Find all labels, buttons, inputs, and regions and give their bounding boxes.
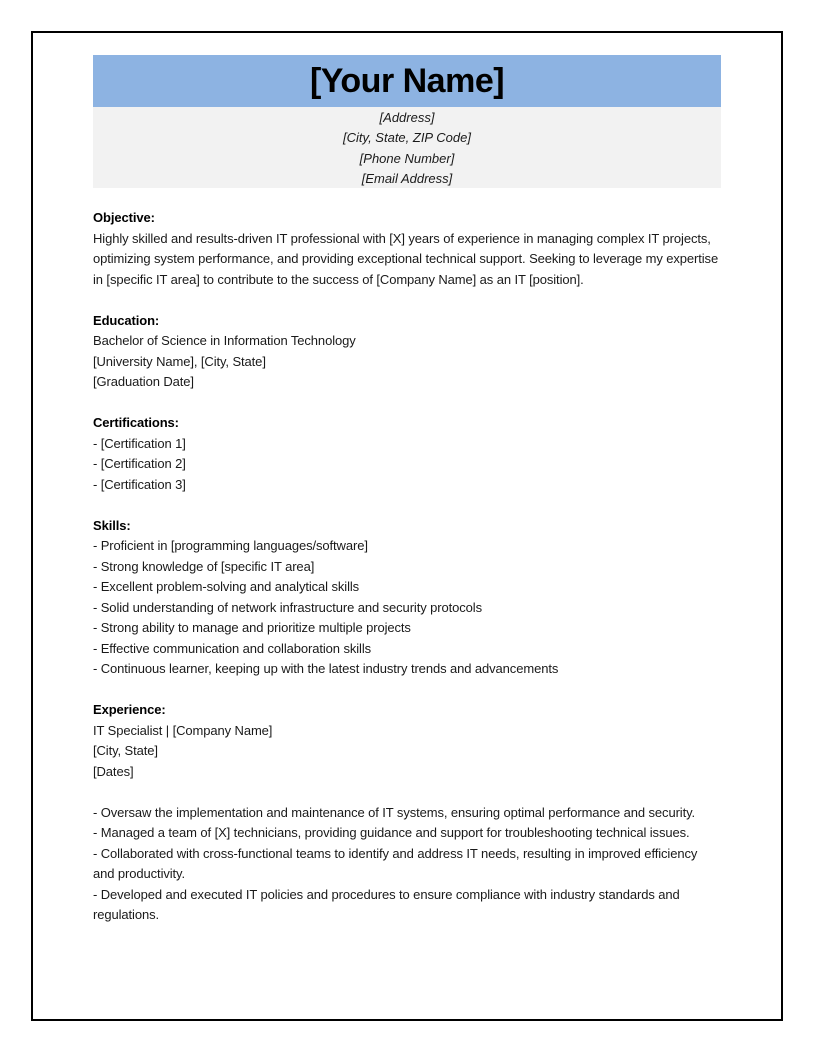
experience-heading: Experience:: [93, 702, 166, 717]
experience-dates: [Dates]: [93, 763, 134, 779]
experience-job-title: IT Specialist | [Company Name]: [93, 722, 273, 738]
experience-bullet: - Managed a team of [X] technicians, providing guidance and support for troubleshooting technical issues.: [93, 825, 690, 840]
skill-item: - Solid understanding of network infrastructure and security protocols: [93, 599, 482, 615]
skill-item: - Continuous learner, keeping up with the latest industry trends and advancements: [93, 661, 559, 676]
contact-line-email: [Email Address]: [361, 170, 453, 186]
contact-line-phone: [Phone Number]: [359, 150, 455, 166]
section-skills: [93, 516, 721, 680]
education-university: [University Name], [City, State]: [93, 353, 266, 369]
skill-item: - Strong knowledge of [specific IT area]: [93, 558, 315, 574]
skill-item: - Proficient in [programming languages/software]: [93, 538, 368, 553]
experience-bullet: - Developed and executed IT policies and procedures to ensure compliance with industry standards and regulations.: [93, 886, 680, 922]
certification-item: - [Certification 1]: [93, 435, 186, 451]
skill-item: - Excellent problem-solving and analytical skills: [93, 579, 360, 594]
contact-line-city-state-zip: [City, State, ZIP Code]: [343, 130, 471, 146]
name-banner: [93, 55, 721, 107]
section-education: [93, 311, 721, 393]
certification-item: - [Certification 3]: [93, 476, 186, 492]
resume-page: [31, 31, 783, 1021]
objective-heading: Objective:: [93, 210, 155, 225]
certifications-heading: Certifications:: [93, 415, 179, 430]
contact-block: [93, 107, 721, 188]
experience-location: [City, State]: [93, 743, 158, 758]
skills-heading: Skills:: [93, 517, 131, 533]
skill-item: - Strong ability to manage and prioritize multiple projects: [93, 620, 411, 635]
section-experience: [93, 700, 721, 926]
section-certifications: [93, 413, 721, 495]
education-degree: Bachelor of Science in Information Technology: [93, 333, 356, 348]
resume-body: [93, 208, 721, 926]
experience-bullets: [93, 803, 721, 926]
education-graduation-date: [Graduation Date]: [93, 374, 194, 389]
experience-bullet: - Collaborated with cross-functional teams to identify and address IT needs, resulting in improved efficiency and productivity.: [93, 845, 698, 881]
name-title: [Your Name]: [309, 61, 505, 100]
experience-bullet: - Oversaw the implementation and maintenance of IT systems, ensuring optimal performance and security.: [93, 804, 696, 820]
education-heading: Education:: [93, 312, 160, 328]
section-objective: [93, 208, 721, 290]
contact-line-address: [Address]: [379, 110, 435, 125]
certification-item: - [Certification 2]: [93, 456, 186, 471]
skill-item: - Effective communication and collaboration skills: [93, 640, 372, 656]
objective-text: Highly skilled and results-driven IT professional with [X] years of experience in managing complex IT projects, optimizing system performance, and providing exceptional technical support. Seeking to leverage my expertise in [specific IT area] to contribute to the success of [Company Name] as an IT [position].: [93, 230, 719, 287]
